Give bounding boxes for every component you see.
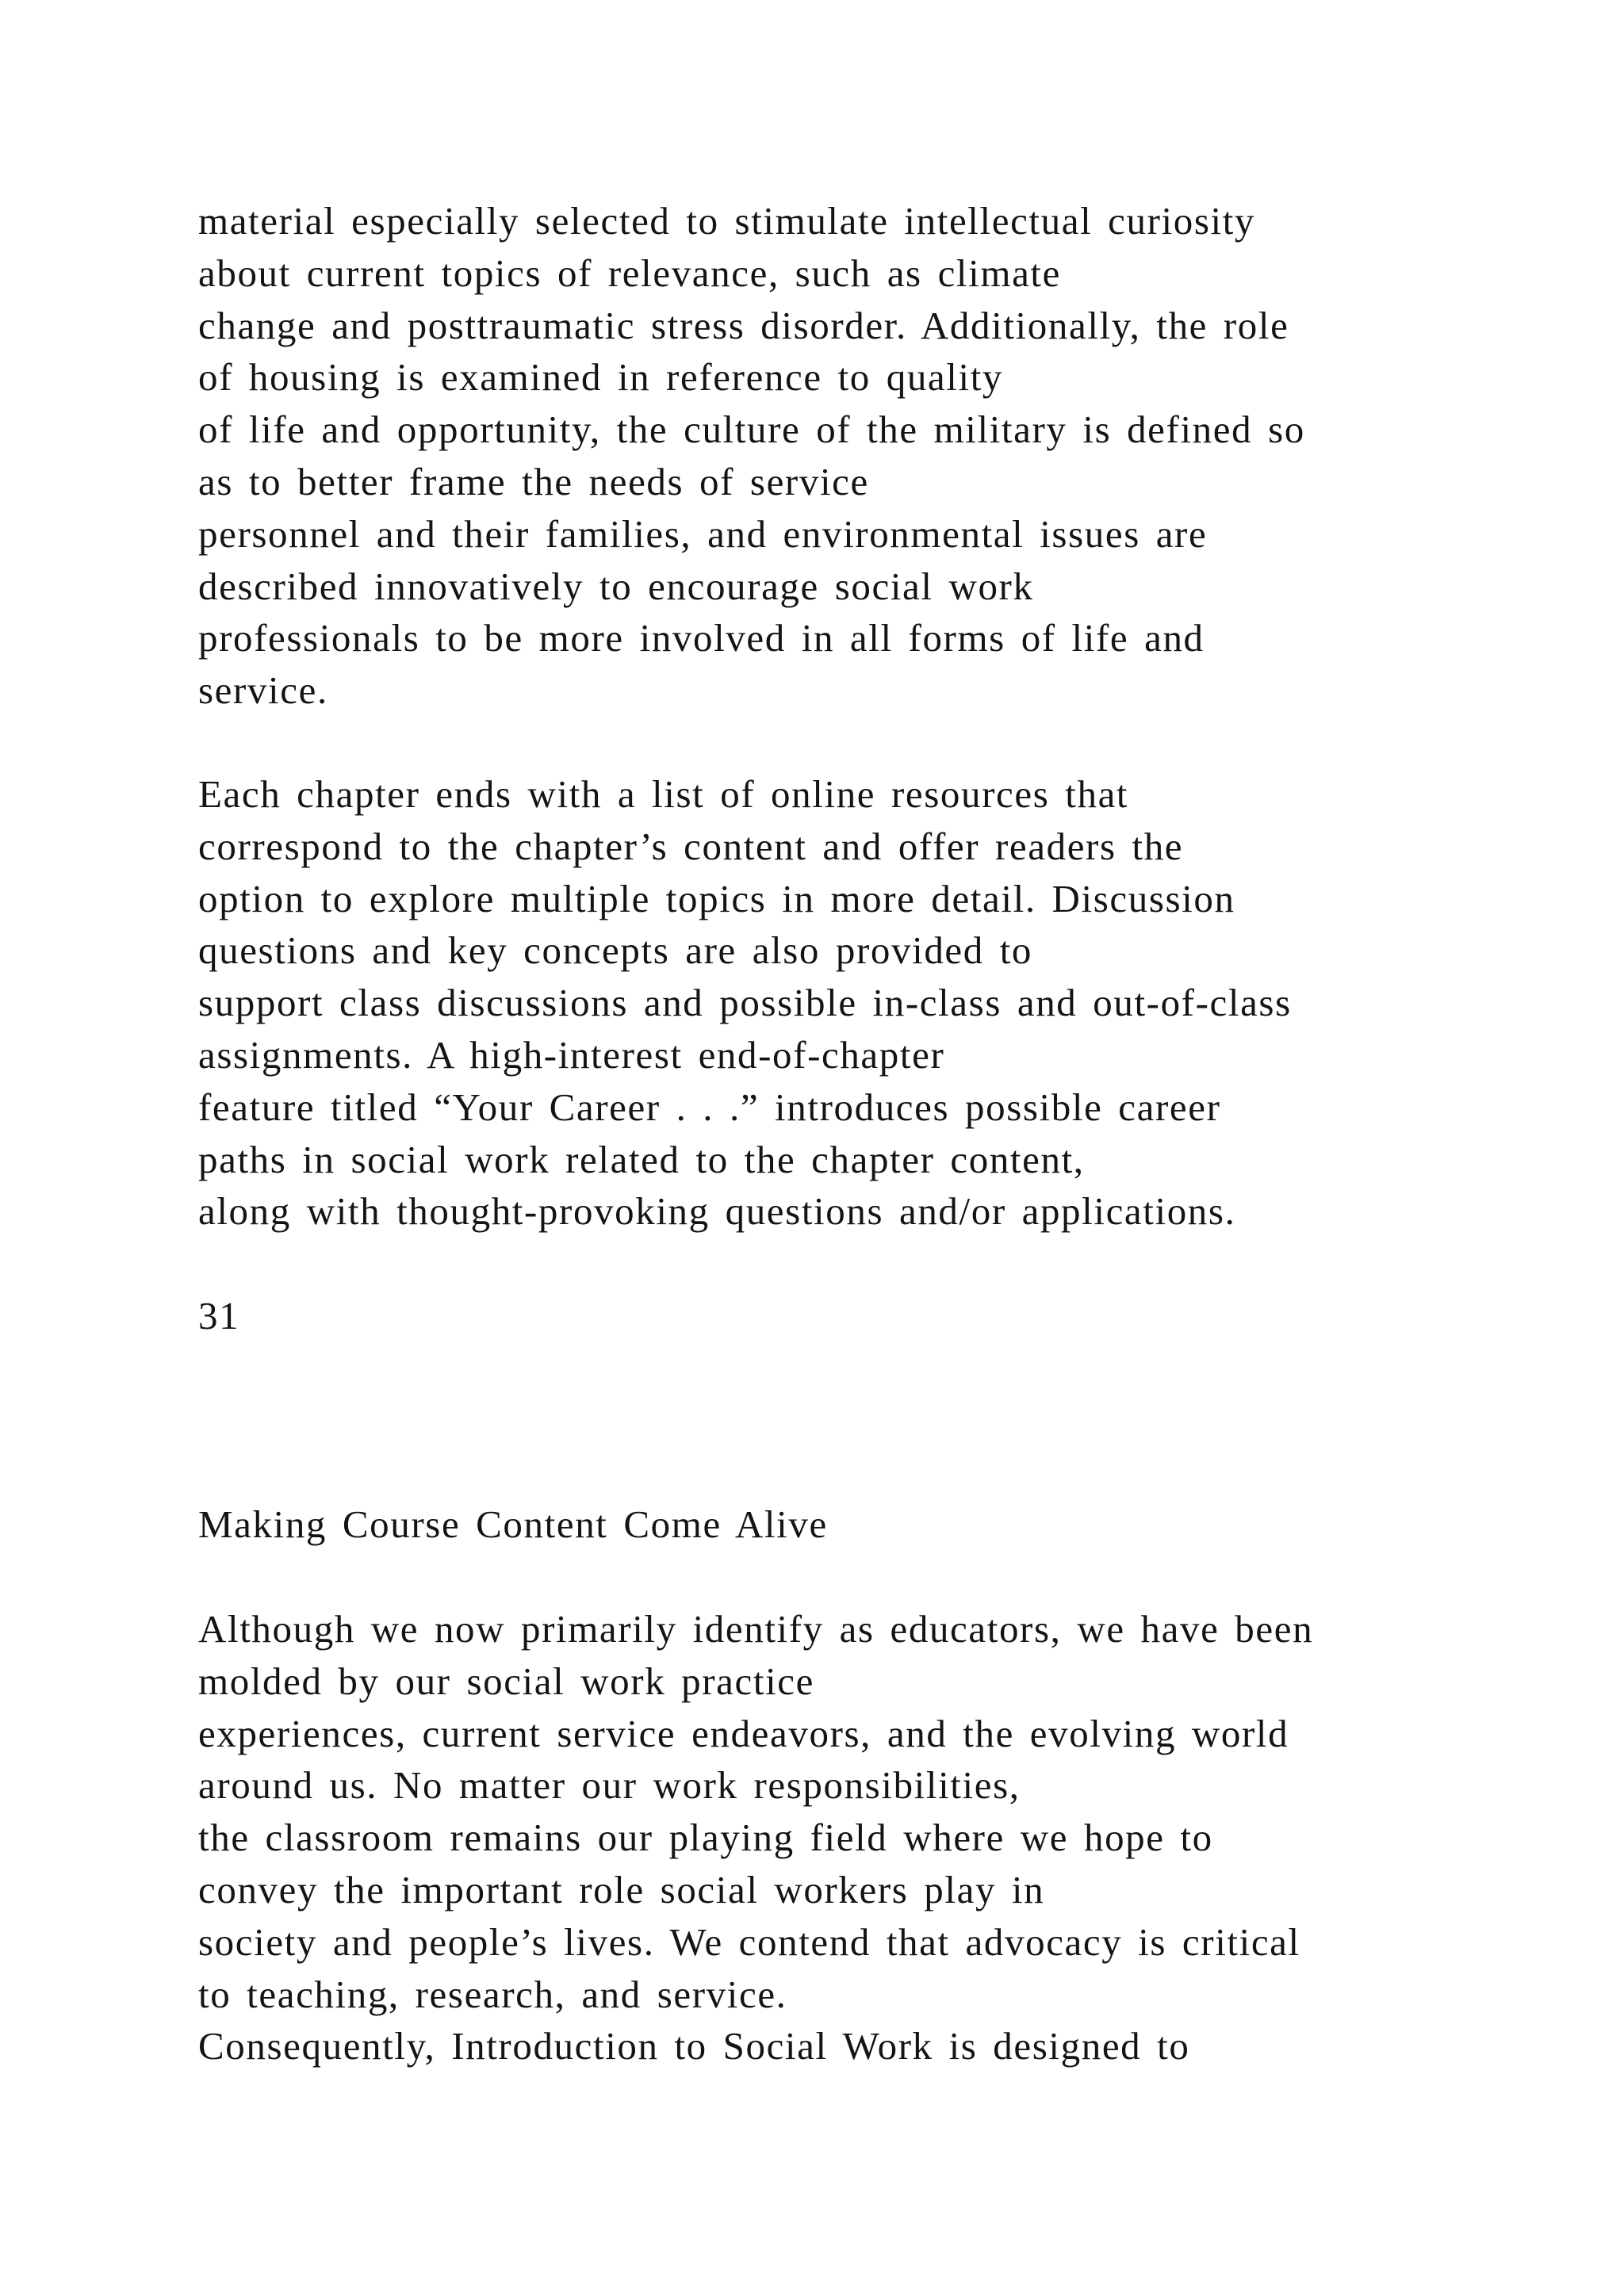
- text-line: along with thought-provoking questions and/or applications.: [198, 1189, 1236, 1234]
- text-line: convey the important role social workers play in: [198, 1867, 1045, 1911]
- text-line: material especially selected to stimulate intellectual curiosity: [198, 199, 1256, 243]
- text-line: personnel and their families, and environmental issues are: [198, 511, 1208, 556]
- text-line: as to better frame the needs of service: [198, 459, 869, 503]
- text-line: society and people’s lives. We contend that advocacy is critical: [198, 1919, 1300, 1964]
- text-line: experiences, current service endeavors, and the evolving world: [198, 1711, 1289, 1755]
- text-line: the classroom remains our playing field where we hope to: [198, 1816, 1213, 1860]
- text-line: assignments. A high-interest end-of-chapter: [198, 1032, 945, 1077]
- text-line: paths in social work related to the chapter content,: [198, 1137, 1085, 1181]
- text-line: about current topics of relevance, such as climate: [198, 251, 1061, 295]
- section-heading: [198, 1498, 1546, 1551]
- paragraph-curriculum-topics: [198, 195, 1546, 717]
- text-line: molded by our social work practice: [198, 1659, 814, 1703]
- text-line: of life and opportunity, the culture of the military is defined so: [198, 408, 1305, 452]
- section-heading-text: Making Course Content Come Alive: [198, 1502, 828, 1546]
- paragraph-chapter-resources: [198, 768, 1546, 1238]
- text-line: around us. No matter our work responsibilities,: [198, 1763, 1021, 1808]
- text-line: option to explore multiple topics in more detail. Discussion: [198, 876, 1235, 920]
- text-line: to teaching, research, and service.: [198, 1972, 787, 2016]
- text-line: questions and key concepts are also provided to: [198, 928, 1033, 973]
- paragraph-educators: [198, 1603, 1546, 2072]
- text-line: Consequently, Introduction to Social Work is designed to: [198, 2024, 1190, 2068]
- page-number-text: 31: [198, 1294, 240, 1337]
- text-line: described innovatively to encourage social work: [198, 564, 1034, 608]
- text-line: of housing is examined in reference to quality: [198, 355, 1004, 400]
- text-line: service.: [198, 668, 328, 713]
- text-line: correspond to the chapter’s content and offer readers the: [198, 824, 1184, 868]
- text-line: Although we now primarily identify as educators, we have been: [198, 1607, 1314, 1651]
- text-line: professionals to be more involved in all forms of life and: [198, 616, 1205, 660]
- page-number: [198, 1290, 1546, 1342]
- text-line: change and posttraumatic stress disorder. Additionally, the role: [198, 303, 1289, 347]
- text-line: Each chapter ends with a list of online resources that: [198, 772, 1129, 816]
- text-line: support class discussions and possible in-class and out-of-class: [198, 981, 1292, 1025]
- text-line: feature titled “Your Career . . .” introduces possible career: [198, 1085, 1221, 1129]
